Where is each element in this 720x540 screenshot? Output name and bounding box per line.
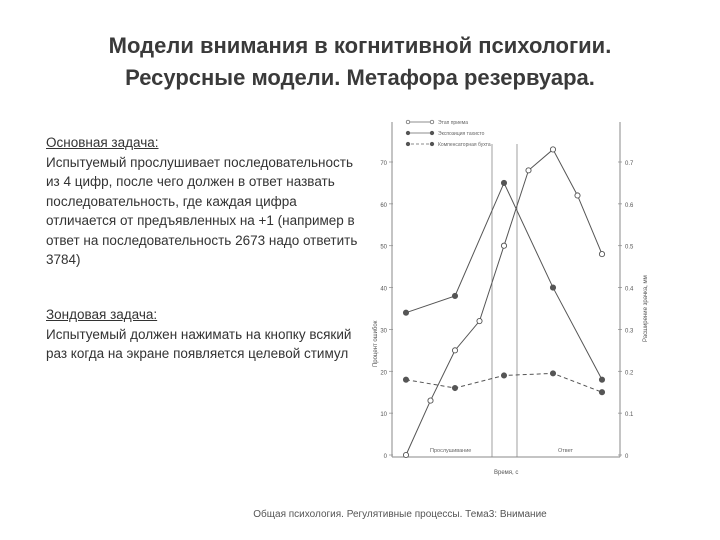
legend-marker: [430, 131, 434, 135]
right-tick-label: 0: [625, 454, 629, 460]
title-line-2: Ресурсные модели. Метафора резервуара.: [125, 65, 595, 90]
right-tick-label: 0.6: [625, 202, 634, 209]
right-tick-label: 0.3: [625, 328, 634, 335]
left-tick-label: 10: [380, 412, 387, 419]
legend-label: Экспозиция тахисто: [438, 131, 485, 137]
y-left-label: Процент ошибок: [373, 320, 379, 367]
series-point-0: [575, 193, 580, 198]
series-point-0: [501, 243, 506, 248]
legend-label: Компенсаторная бухта: [438, 142, 491, 148]
phase-label-answer: Ответ: [558, 448, 574, 454]
slide-title: [40, 30, 680, 94]
series-point-2: [452, 385, 457, 390]
probe-task-text: Испытуемый должен нажимать на кнопку всякий раз когда на экране появляется целевой стимул: [46, 326, 352, 361]
left-tick-label: 50: [380, 244, 387, 251]
legend-marker: [406, 120, 410, 124]
left-tick-label: 70: [380, 161, 387, 167]
x-axis-label: Время, с: [494, 470, 519, 476]
y-right-label: Расширение зрачка, мм: [643, 275, 649, 342]
right-tick-label: 0.2: [625, 370, 634, 377]
left-tick-label: 40: [380, 286, 387, 293]
series-point-0: [477, 318, 482, 323]
series-point-2: [599, 390, 604, 395]
series-point-0: [452, 348, 457, 353]
left-tick-label: 30: [380, 328, 387, 335]
legend-label: Этап приема: [438, 120, 468, 126]
legend-marker: [430, 142, 434, 146]
right-tick-label: 0.1: [625, 412, 634, 419]
title-line-1: Модели внимания в когнитивной психологии.: [108, 33, 612, 58]
series-line-1: [406, 183, 602, 380]
probe-task-block: [46, 305, 358, 364]
legend-marker: [406, 131, 410, 135]
right-tick-label: 0.7: [625, 161, 634, 167]
legend-marker: [430, 120, 434, 124]
series-point-1: [403, 310, 408, 315]
series-point-2: [550, 371, 555, 376]
series-point-0: [526, 168, 531, 173]
legend-marker: [406, 142, 410, 146]
series-point-0: [550, 147, 555, 152]
main-task-heading: Основная задача:: [46, 135, 159, 150]
series-point-1: [550, 285, 555, 290]
probe-task-heading: Зондовая задача:: [46, 307, 158, 322]
series-point-2: [501, 373, 506, 378]
right-tick-label: 0.5: [625, 244, 634, 251]
slide-footer: Общая психология. Регулятивные процессы. Тема3: Внимание: [253, 509, 547, 520]
series-point-0: [599, 251, 604, 256]
chart-svg: [362, 112, 662, 484]
pupil-error-chart: [362, 112, 662, 484]
series-point-0: [403, 452, 408, 457]
main-task-block: [46, 133, 358, 270]
main-task-text: Испытуемый прослушивает последовательность из 4 цифр, после чего должен в ответ назвать последовательность, где каждая цифра отличается от предъявленных на +1 (например в ответ на последовательность 2673 надо ответить 3784): [46, 154, 358, 267]
series-point-2: [403, 377, 408, 382]
left-tick-label: 20: [380, 370, 387, 377]
phase-label-listening: Прослушивание: [430, 448, 472, 454]
left-tick-label: 60: [380, 202, 387, 209]
series-point-1: [452, 293, 457, 298]
left-tick-label: 0: [383, 454, 387, 460]
series-point-1: [501, 180, 506, 185]
right-tick-label: 0.4: [625, 286, 634, 293]
series-point-0: [428, 398, 433, 403]
series-point-1: [599, 377, 604, 382]
